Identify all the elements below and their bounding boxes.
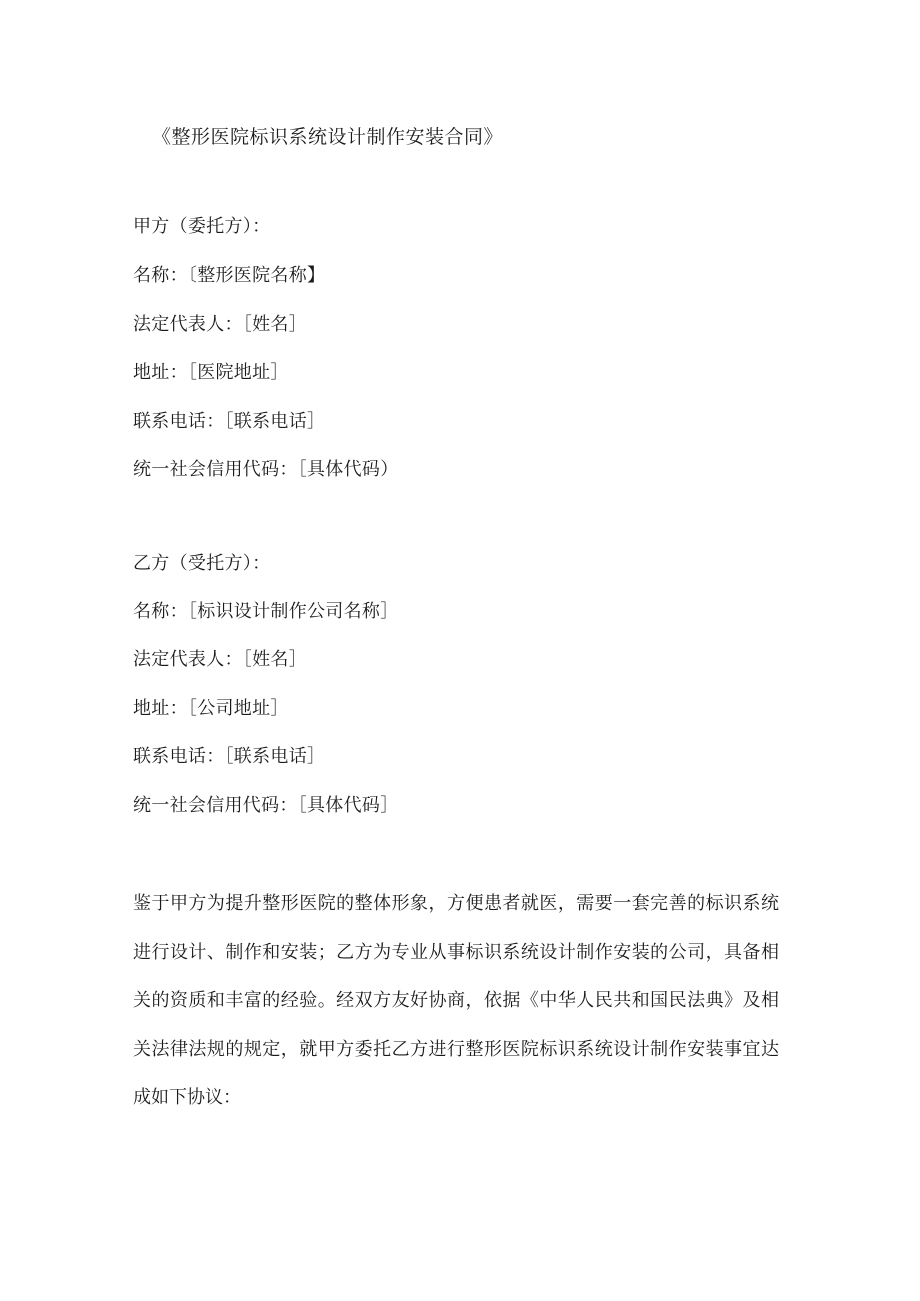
party-a-credit-code: 统一社会信用代码：［具体代码） xyxy=(133,459,399,480)
party-b-phone: 联系电话：［联系电话］ xyxy=(133,746,326,767)
party-b-heading: 乙方（受托方）： xyxy=(133,553,271,574)
party-a-name: 名称：〔整形医院名称】 xyxy=(133,265,326,286)
party-a-address: 地址：［医院地址］ xyxy=(133,362,289,383)
preamble-line: 鉴于甲方为提升整形医院的整体形象，方便患者就医，需要一套完善的标识系统 xyxy=(133,893,779,914)
preamble-paragraph xyxy=(133,880,779,1123)
party-a-heading: 甲方（委托方）： xyxy=(133,216,271,237)
party-b-name: 名称：［标识设计制作公司名称］ xyxy=(133,601,399,622)
party-b-legal-rep: 法定代表人：［姓名］ xyxy=(133,649,307,670)
party-b-credit-code: 统一社会信用代码：［具体代码］ xyxy=(133,795,399,816)
contract-title: 《整形医院标识系统设计制作安装合同》 xyxy=(152,126,504,148)
preamble-line: 关的资质和丰富的经验。经双方友好协商，依据《中华人民共和国民法典》及相 xyxy=(133,990,779,1011)
party-b-address: 地址：［公司地址］ xyxy=(133,698,289,719)
preamble-line: 关法律法规的规定，就甲方委托乙方进行整形医院标识系统设计制作安装事宜达 xyxy=(133,1038,779,1060)
party-a-phone: 联系电话：［联系电话］ xyxy=(133,411,326,432)
preamble-line: 进行设计、制作和安装；乙方为专业从事标识系统设计制作安装的公司，具备相 xyxy=(133,941,779,963)
preamble-line: 成如下协议： xyxy=(133,1087,241,1108)
party-a-legal-rep: 法定代表人：［姓名］ xyxy=(133,314,307,335)
